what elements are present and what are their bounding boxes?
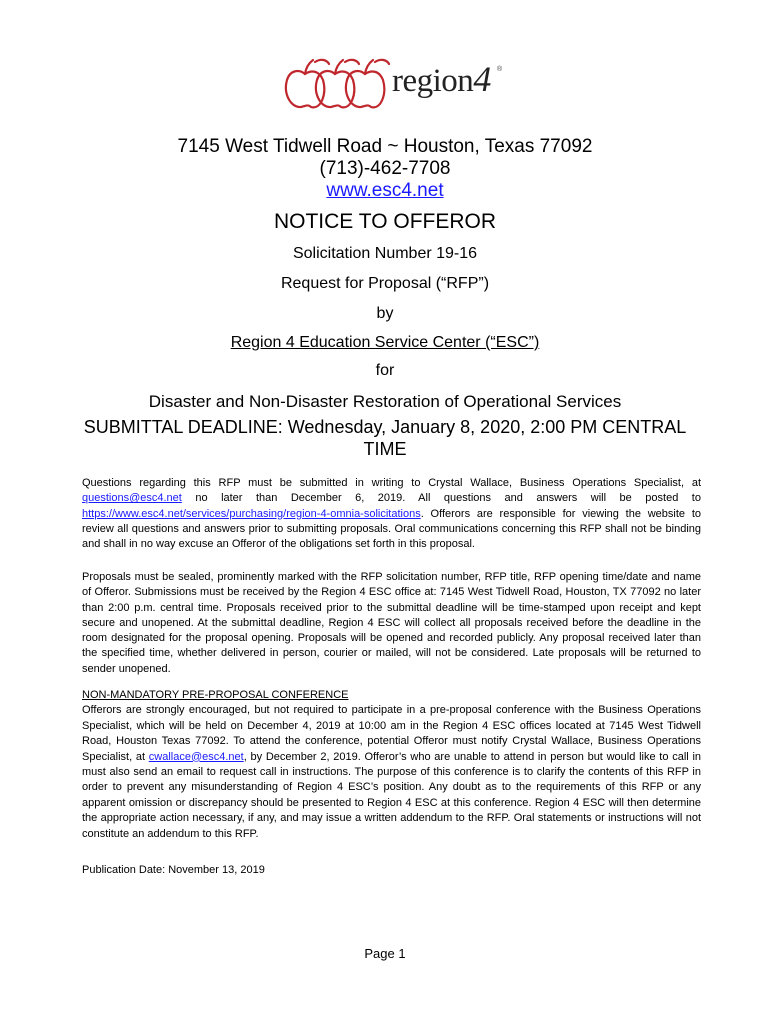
notice-title: NOTICE TO OFFEROR bbox=[273, 210, 497, 233]
solicitation-subject: Disaster and Non-Disaster Restoration of Operational Services bbox=[148, 392, 622, 411]
publication-date: Publication Date: November 13, 2019 bbox=[82, 864, 265, 876]
by-label: by bbox=[376, 305, 394, 322]
questions-email-link[interactable]: questions@esc4.net bbox=[82, 492, 182, 505]
conference-section: NON-MANDATORY PRE-PROPOSAL CONFERENCE Offerors are strongly encouraged, but not required to participate in a pre-proposal conference with the Business Operations Specialist, which will be held on December 4, 2019 at 10:00 am in the Region 4 ESC offices located at 7145 West Tidwell Road, Houston Texas 77092. To attend the conference, potential Offeror must notify Crystal Wallace, Business Operations Specialist, at cwallace@esc4.net, by December 2, 2019. Offeror’s who are unable to attend in person but would like to call in must also send an email to request call in instructions. The purpose of this conference is to clarify the contents of this RFP in order to prevent any misunderstanding of Region 4 ESC’s position. Any doubt as to the requirements of this RFP or any apparent omission or discrepancy should be presented to Region 4 ESC at this conference. Region 4 ESC will then determine the appropriate action necessary, if any, and may issue a written addendum to the RFP. Oral statements or instructions will not constitute an addendum to this RFP. bbox=[82, 689, 702, 840]
request-for-proposal: Request for Proposal (“RFP”) bbox=[280, 275, 490, 292]
solicitation-number: Solicitation Number 19-16 bbox=[292, 245, 478, 262]
proposals-paragraph: Proposals must be sealed, prominently marked with the RFP solicitation number, RFP title, RFP opening time/date and name of Offeror. Submissions must be received by the Region 4 ESC office at: 7145 West Tidwell Road, Houston, TX 77092 no later than 2:00 p.m. central time. Proposals received prior to the submittal deadline will be time-stamped upon receipt and kept secure and unopened. At the submittal deadline, Region 4 ESC will collect all proposals received before the deadline in the room designated for the proposal opening. Proposals will be opened and recorded publicly. Any proposal received later than the specified time, whether delivered in person, courier or mailed, will not be considered. Late proposals will be returned to sender unopened. bbox=[82, 571, 701, 675]
phone-line: (713)-462-7708 bbox=[319, 158, 451, 179]
for-label: for bbox=[375, 362, 395, 379]
page-number: Page 1 bbox=[364, 946, 406, 961]
logo-numeral: 4 bbox=[473, 59, 491, 99]
registered-mark: ® bbox=[497, 66, 503, 73]
website-row bbox=[0, 180, 770, 202]
website-link[interactable]: www.esc4.net bbox=[326, 180, 444, 201]
cwallace-email-link[interactable]: cwallace@esc4.net bbox=[148, 750, 244, 763]
conference-heading: NON-MANDATORY PRE-PROPOSAL CONFERENCE bbox=[82, 689, 349, 701]
issuer-name: Region 4 Education Service Center (“ESC”) bbox=[230, 334, 540, 351]
submittal-deadline: SUBMITTAL DEADLINE: Wednesday, January 8, 2020, 2:00 PM CENTRAL bbox=[83, 417, 687, 437]
issuer-row bbox=[0, 334, 770, 352]
solicitations-url-link[interactable]: https://www.esc4.net/services/purchasing/region-4-omnia-solicitations bbox=[82, 507, 421, 520]
address-line: 7145 West Tidwell Road ~ Houston, Texas 77092 bbox=[177, 136, 593, 157]
submittal-deadline-cont: TIME bbox=[363, 439, 407, 459]
questions-paragraph: Questions regarding this RFP must be submitted in writing to Crystal Wallace, Business Operations Specialist, at questions@esc4.net no later than December 6, 2019. All questions and answers will be posted to https://www.esc4.net/services/purchasing/region-4-omnia-solicitations. Offerors are responsible for viewing the website to review all questions and answers prior to submitting proposals. Oral communications concerning this RFP shall not be binding and shall in no way excuse an Offeror of the obligations set forth in this proposal. bbox=[82, 477, 701, 551]
logo-wordmark: region4 bbox=[392, 59, 491, 99]
